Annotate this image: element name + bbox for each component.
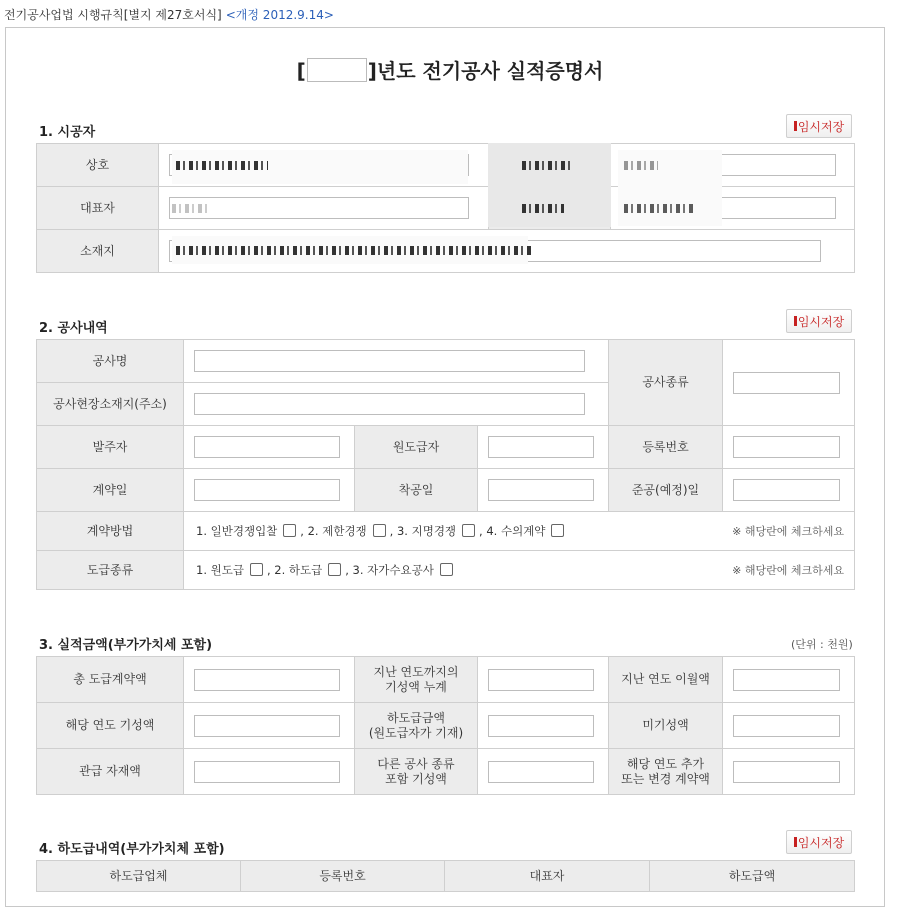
other-work-input[interactable] (488, 761, 594, 783)
form-title (0, 55, 900, 84)
prime-contractor-label: 원도급자 (355, 426, 478, 469)
method-checkbox-restricted[interactable] (373, 524, 386, 537)
temp-save-label: 임시저장 (797, 119, 845, 134)
other-work-label: 다른 공사 종류 포함 기성액 (355, 749, 478, 795)
work-type-label: 공사종류 (609, 340, 723, 426)
representative-input[interactable] (169, 197, 469, 219)
redacted-text (176, 246, 532, 255)
unbilled-input[interactable] (733, 715, 840, 737)
law-reference: 전기공사업법 시행규칙[별지 제27호서식] (4, 8, 222, 22)
unit-note: (단위 : 천원) (791, 638, 853, 651)
year-input[interactable] (307, 58, 367, 82)
subtype-option-label: 1. 원도급 (196, 563, 244, 577)
subtype-option-label: , 2. 하도급 (266, 563, 323, 577)
section-4-title: 4. 하도급내역(부가가치체 포함) (39, 842, 225, 857)
work-details-table (36, 339, 855, 590)
total-contract-label: 총 도급계약액 (37, 657, 184, 703)
prev-cumulative-input[interactable] (488, 669, 594, 691)
year-progress-input[interactable] (194, 715, 340, 737)
method-checkbox-negotiated[interactable] (551, 524, 564, 537)
work-site-label: 공사현장소재지(주소) (37, 383, 184, 426)
title-text: ]년도 전기공사 실적증명서 (367, 59, 604, 83)
year-progress-label: 해당 연도 기성액 (37, 703, 184, 749)
completion-date-input[interactable] (733, 479, 840, 501)
contract-method-label: 계약방법 (37, 512, 184, 551)
prev-cumulative-label: 지난 연도까지의 기성액 누계 (355, 657, 478, 703)
carryover-label: 지난 연도 이월액 (609, 657, 723, 703)
work-name-label: 공사명 (37, 340, 184, 383)
address-label: 소재지 (37, 230, 159, 273)
redacted-text (176, 161, 268, 170)
redacted-text (522, 161, 574, 170)
prime-contractor-input[interactable] (488, 436, 594, 458)
company-name-label: 상호 (37, 144, 159, 187)
start-date-input[interactable] (488, 479, 594, 501)
work-type-input[interactable] (733, 372, 840, 394)
total-contract-input[interactable] (194, 669, 340, 691)
subtype-checkbox-prime[interactable] (250, 563, 263, 576)
completion-date-label: 준공(예정)일 (609, 469, 723, 512)
contract-date-input[interactable] (194, 479, 340, 501)
check-note: ※ 해당란에 체크하세요 (732, 525, 844, 538)
check-note: ※ 해당란에 체크하세요 (732, 564, 844, 577)
section-1-title: 1. 시공자 (39, 125, 96, 140)
redacted-text (624, 204, 696, 213)
contract-date-label: 계약일 (37, 469, 184, 512)
temp-save-label: 임시저장 (797, 835, 845, 850)
column-header-amount: 하도급액 (650, 861, 855, 892)
representative-label: 대표자 (37, 187, 159, 230)
method-option-label: , 2. 제한경쟁 (300, 524, 367, 538)
orderer-input[interactable] (194, 436, 340, 458)
registration-input[interactable] (733, 436, 840, 458)
temp-save-button-2[interactable] (786, 309, 852, 333)
subtype-option-label: , 3. 자가수요공사 (345, 563, 434, 577)
subcontract-amount-input[interactable] (488, 715, 594, 737)
registration-label: 등록번호 (609, 426, 723, 469)
performance-amount-table (36, 656, 855, 795)
start-date-label: 착공일 (355, 469, 478, 512)
carryover-input[interactable] (733, 669, 840, 691)
column-header-representative: 대표자 (445, 861, 650, 892)
work-site-input[interactable] (194, 393, 585, 415)
change-contract-input[interactable] (733, 761, 840, 783)
section-3-title: 3. 실적금액(부가가치세 포함) (39, 638, 213, 653)
government-material-label: 관급 자재액 (37, 749, 184, 795)
temp-save-label: 임시저장 (797, 314, 845, 329)
temp-save-button-4[interactable] (786, 830, 852, 854)
redaction-overlay (488, 143, 611, 227)
column-header-registration: 등록번호 (241, 861, 445, 892)
subtype-checkbox-sub[interactable] (328, 563, 341, 576)
pin-icon (794, 121, 797, 131)
pin-icon (794, 837, 797, 847)
subcontract-amount-label: 하도급금액 (원도급자가 기재) (355, 703, 478, 749)
pin-icon (794, 316, 797, 326)
method-option-label: 1. 일반경쟁입찰 (196, 524, 278, 538)
redacted-text (624, 161, 658, 170)
form-header (4, 6, 334, 23)
change-contract-label: 해당 연도 추가 또는 변경 계약액 (609, 749, 723, 795)
title-bracket: [ (296, 59, 306, 83)
government-material-input[interactable] (194, 761, 340, 783)
method-option-label: , 4. 수의계약 (479, 524, 546, 538)
unbilled-label: 미기성액 (609, 703, 723, 749)
column-header-subcontractor: 하도급업체 (37, 861, 241, 892)
subcontract-table (36, 860, 855, 892)
temp-save-button-1[interactable] (786, 114, 852, 138)
redacted-text (172, 204, 208, 213)
work-name-input[interactable] (194, 350, 585, 372)
revision-note: <개정 2012.9.14> (225, 8, 334, 22)
section-2-title: 2. 공사내역 (39, 321, 108, 336)
method-option-label: , 3. 지명경쟁 (389, 524, 457, 538)
method-checkbox-designated[interactable] (462, 524, 475, 537)
subtype-checkbox-self[interactable] (440, 563, 453, 576)
contract-type-label: 도급종류 (37, 551, 184, 590)
orderer-label: 발주자 (37, 426, 184, 469)
redacted-text (522, 204, 564, 213)
method-checkbox-general[interactable] (283, 524, 296, 537)
